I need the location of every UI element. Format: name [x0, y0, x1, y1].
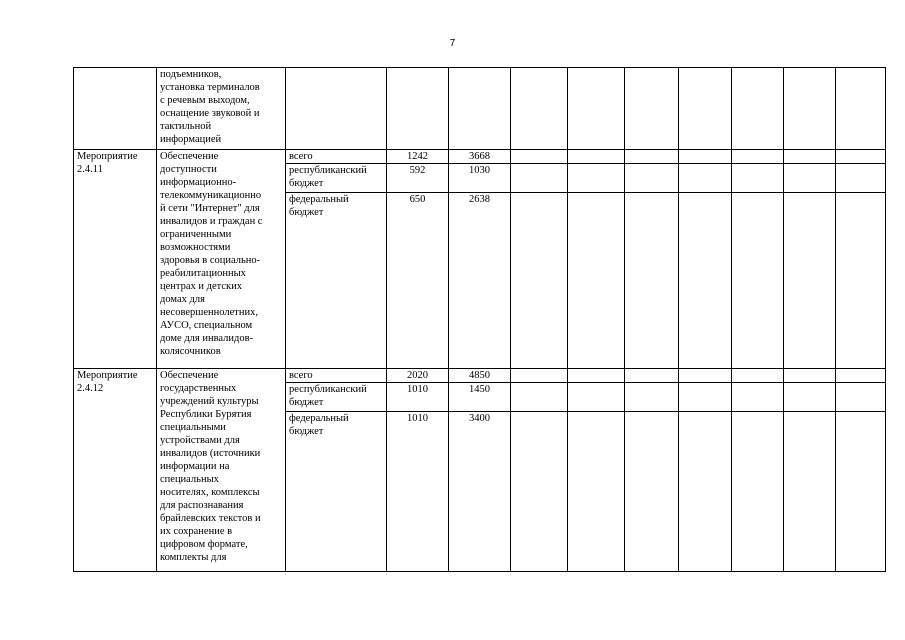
value-cell: 592 [387, 164, 449, 193]
funding-source: республиканский бюджет [286, 383, 387, 412]
program-table [73, 67, 886, 572]
continued-description: подъемников, установка терминалов с речевым выходом, оснащение звуковой и тактильной информацией [160, 69, 260, 145]
value-cell: 1450 [449, 383, 511, 412]
value-cell: 1010 [387, 383, 449, 412]
value-cell: 1030 [449, 164, 511, 193]
value-cell: 1010 [387, 412, 449, 572]
table-row [74, 369, 886, 383]
funding-source: всего [286, 369, 387, 383]
value-cell: 650 [387, 193, 449, 369]
event-code: Мероприятие 2.4.12 [77, 370, 138, 394]
funding-source: федеральный бюджет [286, 193, 387, 369]
value-cell: 2020 [387, 369, 449, 383]
page-number: 7 [449, 38, 456, 49]
table-row [74, 150, 886, 164]
desc-cell [157, 68, 286, 150]
event-description: Обеспечение доступности информационно- телекоммуникационно й сети "Интернет" для инвалидов и граждан с ограниченными возможностями здоровья в социально- реабилитационных центрах и детских домах для несовершеннолетних, АУСО, специальном доме для инвалидов- колясочников [160, 151, 263, 357]
event-desc-cell [157, 150, 286, 369]
funding-source: всего [286, 150, 387, 164]
value-cell: 1242 [387, 150, 449, 164]
event-code: Мероприятие 2.4.11 [77, 151, 138, 175]
event-description: Обеспечение государственных учреждений культуры Республики Бурятия специальными устройствами для инвалидов (источники информации на специальных носителях, комплексы для распознавания брайлевских текстов и их сохранение в цифровом формате, комплекты для [160, 370, 261, 563]
continuation-row [74, 68, 886, 150]
value-cell: 3400 [449, 412, 511, 572]
event-code-cell [74, 150, 157, 369]
value-cell: 2638 [449, 193, 511, 369]
value-cell: 3668 [449, 150, 511, 164]
value-cell: 4850 [449, 369, 511, 383]
event-code-cell [74, 369, 157, 572]
funding-source: федеральный бюджет [286, 412, 387, 572]
event-desc-cell [157, 369, 286, 572]
funding-source: республиканский бюджет [286, 164, 387, 193]
code-cell [74, 68, 157, 150]
